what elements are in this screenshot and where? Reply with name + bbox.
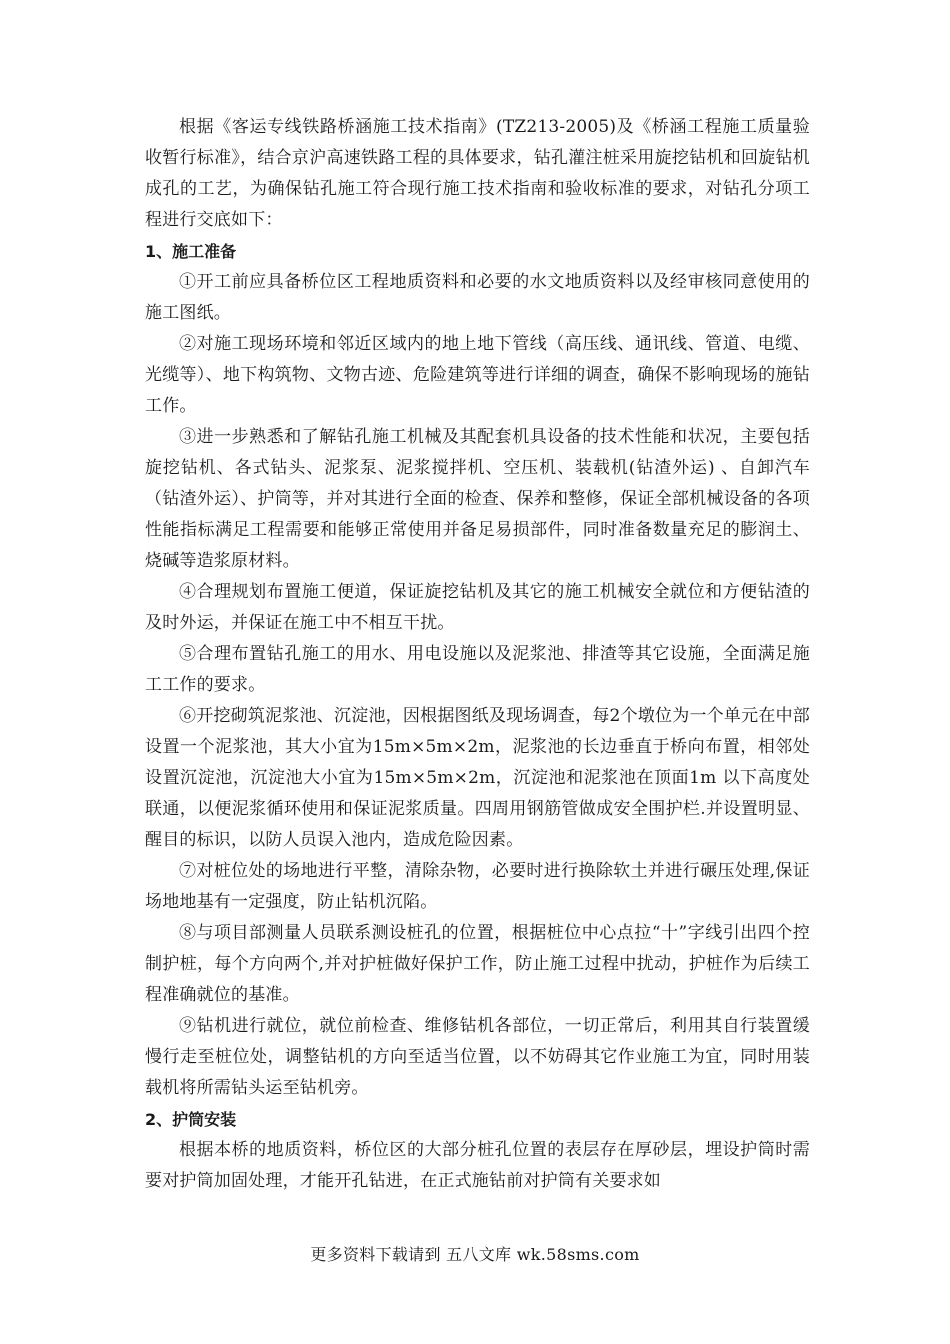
- list-item: ⑤合理布置钻孔施工的用水、用电设施以及泥浆池、排渣等其它设施，全面满足施工工作的要求。: [145, 644, 810, 695]
- list-item: ⑥开挖砌筑泥浆池、沉淀池，因根据图纸及现场调查，每2个墩位为一个单元在中部设置一个泥浆池，其大小宜为15m×5m×2m，泥浆池的长边垂直于桥向布置，相邻处设置沉淀池，沉淀池大小宜为15m×5m×2m，沉淀池和泥浆池在顶面1m 以下高度处联通，以便泥浆循环使用和保证泥浆质量。四周用钢筋管做成安全围护栏.并设置明显、醒目的标识，以防人员误入池内，造成危险因素。: [145, 706, 810, 850]
- footer-note: 更多资料下载请到 五八文库 wk.58sms.com: [310, 1245, 640, 1264]
- section-heading-preparation: 1、施工准备: [145, 242, 237, 261]
- list-item: ⑨钻机进行就位，就位前检查、维修钻机各部位，一切正常后，利用其自行装置缓慢行走至桩位处，调整钻机的方向至适当位置，以不妨碍其它作业施工为宜，同时用装载机将所需钻头运至钻机旁。: [145, 1016, 810, 1098]
- list-item: ②对施工现场环境和邻近区域内的地上地下管线（高压线、通讯线、管道、电缆、光缆等）、地下构筑物、文物古迹、危险建筑等进行详细的调查，确保不影响现场的施钻工作。: [145, 334, 810, 416]
- list-item: ⑦对桩位处的场地进行平整，清除杂物，必要时进行换除软土并进行碾压处理,保证场地地基有一定强度，防止钻机沉陷。: [145, 861, 810, 912]
- list-item: ④合理规划布置施工便道，保证旋挖钻机及其它的施工机械安全就位和方便钻渣的及时外运，并保证在施工中不相互干扰。: [145, 582, 810, 633]
- intro-paragraph: 根据《客运专线铁路桥涵施工技术指南》(TZ213-2005)及《桥涵工程施工质量验收暂行标准》，结合京沪高速铁路工程的具体要求，钻孔灌注桩采用旋挖钻机和回旋钻机成孔的工艺，为确保钻孔施工符合现行施工技术指南和验收标准的要求，对钻孔分项工程进行交底如下：: [145, 117, 810, 230]
- section-heading-casing-installation: 2、护筒安装: [145, 1110, 237, 1129]
- section2-paragraph: 根据本桥的地质资料，桥位区的大部分桩孔位置的表层存在厚砂层，埋设护筒时需要对护筒加固处理，才能开孔钻进，在正式施钻前对护筒有关要求如: [145, 1140, 810, 1191]
- list-item: ①开工前应具备桥位区工程地质资料和必要的水文地质资料以及经审核同意使用的施工图纸。: [145, 272, 810, 323]
- document-body: [145, 112, 810, 1197]
- list-item: ③进一步熟悉和了解钻孔施工机械及其配套机具设备的技术性能和状况，主要包括旋挖钻机、各式钻头、泥浆泵、泥浆搅拌机、空压机、装载机(钻渣外运) 、自卸汽车（钻渣外运）、护筒等，并对其进行全面的检查、保养和整修，保证全部机械设备的各项性能指标满足工程需要和能够正常使用并备足易损部件，同时准备数量充足的膨润土、烧碱等造浆原材料。: [145, 427, 810, 571]
- list-item: ⑧与项目部测量人员联系测设桩孔的位置，根据桩位中心点拉“十”字线引出四个控制护桩，每个方向两个,并对护桩做好保护工作，防止施工过程中扰动，护桩作为后续工程准确就位的基准。: [145, 923, 810, 1005]
